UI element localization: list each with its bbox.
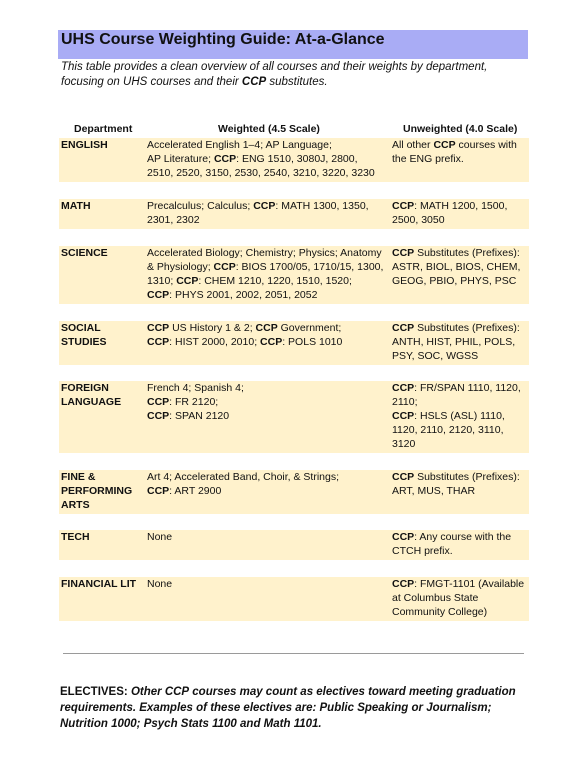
text-line: CCP US History 1 & 2; CCP Government; (147, 322, 342, 334)
row-weighted (147, 381, 390, 423)
text-line: CTCH prefix. (392, 545, 453, 557)
row-department (61, 199, 145, 213)
row-unweighted (392, 470, 527, 498)
text-line: LANGUAGE (61, 396, 122, 408)
row-unweighted (392, 321, 527, 363)
text-line: CCP: HIST 2000, 2010; CCP: POLS 1010 (147, 336, 343, 348)
row-weighted (147, 246, 390, 302)
text-line: FOREIGN (61, 382, 109, 394)
text-line: & Physiology; CCP: BIOS 1700/05, 1710/15, 1300, (147, 261, 384, 273)
table-row (59, 321, 529, 365)
text-line: ARTS (61, 499, 90, 511)
row-unweighted (392, 246, 527, 288)
text-line: the ENG prefix. (392, 153, 464, 165)
section-divider (63, 653, 524, 654)
table-row (59, 577, 529, 621)
text-line: GEOG, PBIO, PHYS, PSC (392, 275, 517, 287)
row-weighted (147, 577, 390, 591)
row-unweighted (392, 199, 527, 227)
row-department (61, 530, 145, 544)
text-line: ASTR, BIOL, BIOS, CHEM, (392, 261, 521, 273)
text-line: CCP: ART 2900 (147, 485, 222, 497)
table-row (59, 470, 529, 514)
row-department (61, 246, 145, 260)
header-weighted: Weighted (4.5 Scale) (218, 123, 320, 135)
table-row (59, 381, 529, 453)
page-title: UHS Course Weighting Guide: At-a-Glance (58, 30, 528, 59)
row-department (61, 470, 145, 512)
table-row (59, 138, 529, 182)
text-line: Precalculus; Calculus; CCP: MATH 1300, 1350, (147, 200, 369, 212)
text-line: CCP: FMGT-1101 (Available (392, 578, 525, 590)
text-line: CCP: HSLS (ASL) 1110, (392, 410, 505, 422)
text-line: 2301, 2302 (147, 214, 200, 226)
text-line: FINANCIAL LIT (61, 578, 137, 590)
text-line: CCP: SPAN 2120 (147, 410, 230, 422)
text-line: All other CCP courses with (392, 139, 517, 151)
text-line: FINE & (61, 471, 96, 483)
text-line: CCP Substitutes (Prefixes): (392, 247, 520, 259)
table-row (59, 199, 529, 229)
text-line: ENGLISH (61, 139, 108, 151)
text-line: CCP: PHYS 2001, 2002, 2051, 2052 (147, 289, 318, 301)
text-line: 1120, 2110, 2120, 3110, (392, 424, 504, 436)
text-line: MATH (61, 200, 91, 212)
text-line: 2500, 3050 (392, 214, 445, 226)
row-unweighted (392, 381, 527, 451)
electives-note (60, 684, 522, 732)
text-line: None (147, 531, 173, 543)
row-unweighted (392, 530, 527, 558)
text-line: 3120 (392, 438, 416, 450)
text-line: CCP: FR 2120; (147, 396, 219, 408)
intro-text: This table provides a clean overview of all courses and their weights by department, focusing on UHS courses and their CCP substitutes. (61, 61, 488, 88)
text-line: ANTH, HIST, PHIL, POLS, (392, 336, 516, 348)
table-row (59, 530, 529, 560)
text-line: 2510, 2520, 3150, 2530, 2540, 3210, 3220, 3230 (147, 167, 375, 179)
text-line: STUDIES (61, 336, 107, 348)
header-department: Department (74, 123, 133, 135)
row-unweighted (392, 138, 527, 166)
text-line: Art 4; Accelerated Band, Choir, & Strings; (147, 471, 340, 483)
row-weighted (147, 138, 390, 180)
text-line: PERFORMING (61, 485, 133, 497)
row-department (61, 577, 145, 591)
text-line: French 4; Spanish 4; (147, 382, 244, 394)
electives-text: Other CCP courses may count as electives toward meeting graduation requirements. Examples of these electives are: Public Speaking or Journalism; Nutrition 1000; Psych Stats 1100 and Math 1101. (60, 686, 516, 730)
row-weighted (147, 321, 390, 349)
text-line: AP Literature; CCP: ENG 1510, 3080J, 2800, (147, 153, 358, 165)
text-line: PSY, SOC, WGSS (392, 350, 479, 362)
row-unweighted (392, 577, 527, 619)
table-row (59, 246, 529, 304)
text-line: CCP: MATH 1200, 1500, (392, 200, 508, 212)
text-line: CCP: FR/SPAN 1110, 1120, (392, 382, 521, 394)
text-line: ART, MUS, THAR (392, 485, 476, 497)
text-line: None (147, 578, 173, 590)
electives-label: ELECTIVES: (60, 686, 128, 698)
text-line: Community College) (392, 606, 488, 618)
text-line: CCP Substitutes (Prefixes): (392, 322, 520, 334)
text-line: Accelerated Biology; Chemistry; Physics; Anatomy (147, 247, 382, 259)
text-line: 2110; (392, 396, 418, 408)
text-line: CCP Substitutes (Prefixes): (392, 471, 520, 483)
row-department (61, 138, 145, 152)
row-weighted (147, 470, 390, 498)
text-line: SCIENCE (61, 247, 108, 259)
text-line: 1310; CCP: CHEM 1210, 1220, 1510, 1520; (147, 275, 352, 287)
text-line: SOCIAL (61, 322, 101, 334)
text-line: at Columbus State (392, 592, 479, 604)
text-line: CCP: Any course with the (392, 531, 512, 543)
row-department (61, 381, 145, 409)
text-line: Accelerated English 1–4; AP Language; (147, 139, 332, 151)
header-unweighted: Unweighted (4.0 Scale) (403, 123, 518, 135)
row-department (61, 321, 145, 349)
text-line: TECH (61, 531, 90, 543)
row-weighted (147, 530, 390, 544)
row-weighted (147, 199, 390, 227)
